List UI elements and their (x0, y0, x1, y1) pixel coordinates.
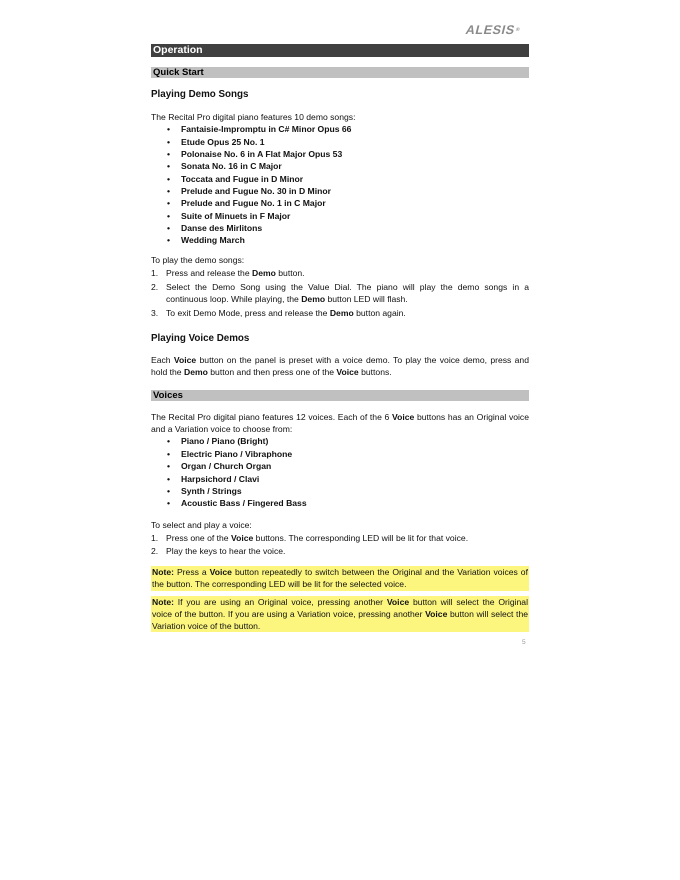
demo-button-ref: Demo (252, 267, 276, 278)
voice-button-ref: Voice (386, 596, 410, 607)
paragraph-text: button and then press one of the (207, 366, 337, 377)
paragraph-text: button on the panel is preset with a voice demo. To play the voice demo, press and hold the (151, 354, 529, 377)
voice-button-ref: Voice (336, 366, 359, 377)
demo-button-ref: Demo (183, 366, 208, 377)
demo-songs-intro: The Recital Pro digital piano features 10 demo songs: (151, 112, 356, 122)
step-number: 2. (151, 545, 159, 556)
step-text: Press and release the (166, 267, 252, 278)
page-number: 5 (522, 639, 526, 646)
list-item: • Etude Opus 25 No. 1 (151, 136, 529, 148)
list-item: • Organ / Church Organ (151, 460, 529, 472)
note-text: Press a (173, 567, 210, 578)
step-number: 3. (151, 308, 159, 319)
demo-button-ref: Demo (329, 308, 354, 319)
note-label: Note: (152, 596, 174, 607)
list-item: • Fantaisie-Impromptu in C# Minor Opus 66 (151, 123, 529, 135)
list-item: • Prelude and Fugue No. 1 in C Major (151, 197, 529, 209)
voices-intro (151, 411, 529, 435)
voice-button-ref: Voice (230, 532, 254, 543)
list-item (151, 532, 529, 544)
demo-steps-intro: To play the demo songs: (151, 254, 245, 265)
voice-button-ref: Voice (392, 412, 415, 423)
voice-steps-list (151, 532, 529, 557)
voice-list (151, 435, 529, 509)
note-switch-voices (151, 566, 529, 590)
step-text: Select the Demo Song using the Value Dial. The piano will play the demo songs in a continuous loop. While playing, the (166, 282, 529, 305)
list-item: • Prelude and Fugue No. 30 in D Minor (151, 185, 529, 197)
note-label: Note: (152, 567, 174, 578)
list-item: • Acoustic Bass / Fingered Bass (151, 497, 529, 509)
list-item (151, 307, 529, 319)
note-text: button will select the Variation voice of the button. (152, 608, 529, 631)
paragraph-text: buttons has an Original voice and a Variation voice to choose from: (151, 412, 530, 435)
subsection-heading-voices: Voices (151, 390, 529, 401)
step-text: To exit Demo Mode, press and release the (166, 308, 330, 319)
demo-song-list (151, 123, 529, 246)
demo-steps-list (151, 267, 529, 320)
alesis-logo (464, 22, 530, 38)
step-text: button. (275, 267, 305, 278)
list-item: • Synth / Strings (151, 485, 529, 497)
note-text: button repeatedly to switch between the Original and the Variation voices of the button. The corresponding LED will be lit for the selected voice. (152, 567, 528, 590)
heading-playing-demo-songs: Playing Demo Songs (151, 89, 249, 100)
step-text: Press one of the (166, 532, 231, 543)
step-text: button again. (353, 308, 406, 319)
note-text: button will select the Original voice of the button. If you are using a Variation voice, pressing another (152, 596, 528, 619)
subsection-heading-quick-start: Quick Start (151, 67, 529, 78)
section-heading-operation: Operation (151, 44, 529, 57)
list-item: • Harpsichord / Clavi (151, 473, 529, 485)
note-original-variation (151, 596, 529, 633)
paragraph-text: The Recital Pro digital piano features 12 voices. Each of the 6 (151, 412, 392, 423)
step-text: buttons. The corresponding LED will be lit for that voice. (253, 532, 469, 543)
voice-steps-intro: To select and play a voice: (151, 519, 252, 530)
logo-registered-mark: ® (515, 27, 521, 33)
heading-playing-voice-demos: Playing Voice Demos (151, 332, 250, 344)
list-item: • Sonata No. 16 in C Major (151, 160, 529, 172)
list-item (151, 267, 529, 279)
voice-button-ref: Voice (425, 608, 448, 619)
list-item: • Danse des Mirlitons (151, 222, 529, 234)
step-number: 2. (151, 282, 159, 293)
list-item: • Toccata and Fugue in D Minor (151, 173, 529, 185)
step-text: button LED will flash. (325, 294, 408, 305)
list-item: • Polonaise No. 6 in A Flat Major Opus 53 (151, 148, 529, 160)
voice-button-ref: Voice (173, 354, 197, 365)
list-item: • Electric Piano / Vibraphone (151, 448, 529, 460)
logo-text: ALESIS (464, 23, 517, 37)
page-content (151, 44, 529, 632)
voice-demos-paragraph (151, 354, 529, 378)
note-text: If you are using an Original voice, pressing another (173, 596, 387, 607)
paragraph-text: Each (151, 354, 174, 365)
list-item: • Wedding March (151, 234, 529, 246)
step-text: Play the keys to hear the voice. (166, 545, 286, 556)
demo-button-ref: Demo (301, 294, 326, 305)
step-number: 1. (151, 267, 159, 278)
voice-button-ref: Voice (209, 567, 232, 578)
list-item: • Suite of Minuets in F Major (151, 210, 529, 222)
list-item: • Piano / Piano (Bright) (151, 435, 529, 447)
list-item (151, 281, 529, 305)
step-number: 1. (151, 532, 159, 543)
list-item (151, 545, 529, 557)
paragraph-text: buttons. (358, 366, 392, 377)
